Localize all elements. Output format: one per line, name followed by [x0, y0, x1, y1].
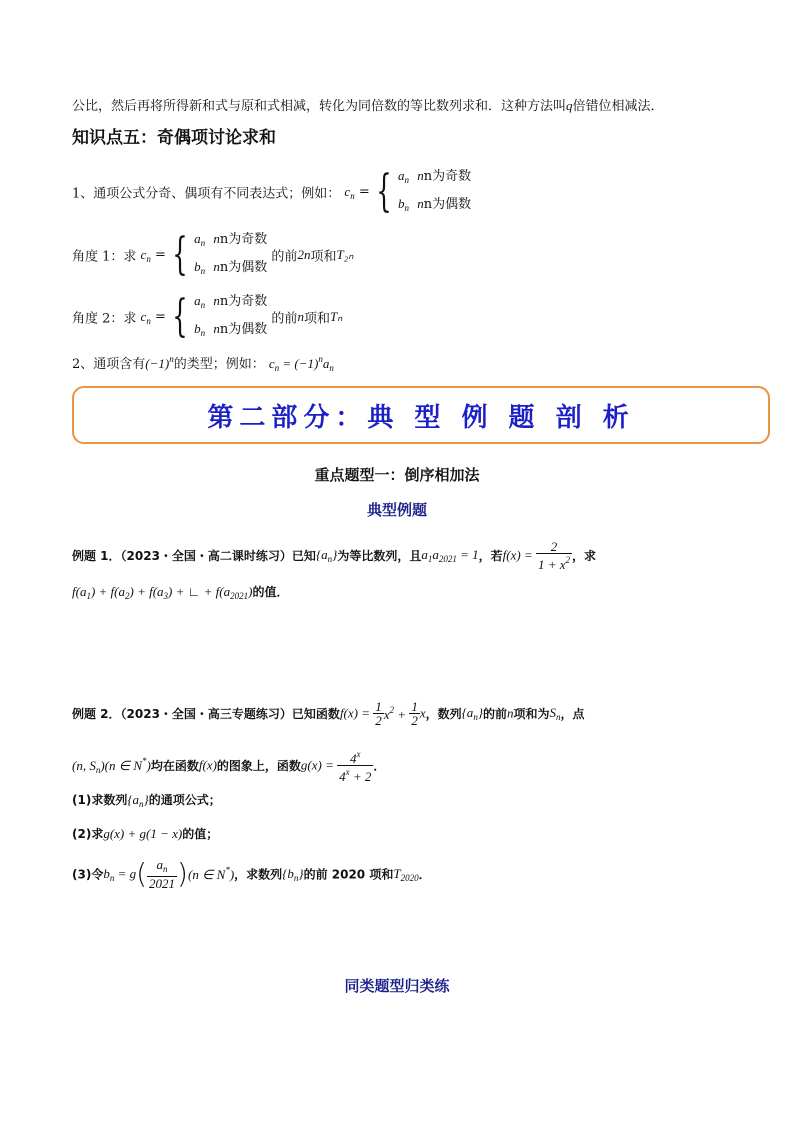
intro-line — [72, 95, 664, 114]
ex1-mid2: ，若 — [478, 549, 503, 563]
ex2-line2-a: 均在函数 — [150, 759, 199, 773]
ex2-q3: (3)令 — [72, 867, 104, 882]
typical-examples-title: 典型例题 — [366, 501, 427, 519]
example1-line2: $f(a_1) + f(a_2) + f(a_3)$ + ∟ + $f(a_{2021})$的值． — [72, 584, 289, 601]
case-even: n为偶数 — [219, 260, 268, 275]
item2-text-b: 的类型；例如： — [173, 357, 265, 372]
ex2-q3-tail: ，求数列 — [234, 867, 283, 882]
ex1-tail: ，求 — [572, 549, 597, 563]
ex2-q1: (1)求数列 — [72, 793, 128, 807]
ex2-q2-tail: 的值； — [182, 827, 219, 841]
intro-q: q — [566, 98, 573, 113]
ex2-q2: (2)求 — [72, 827, 104, 841]
example1-line1: 例题 1．（2023・全国・高二课时练习）已知$\{a_n\}$为等比数列，且$a_1a_{2021} = 1$，若f(x) = $\frac{2}{1 + x^2}$ ，求 — [72, 539, 597, 572]
example2-line1: 例题 2．（2023・全国・高三专题练习）已知函数f(x) = $\frac{1}{2}$ $x^2$ + $\frac{1}{2}$ x，数列$\{a_n\}$的前n项和为$S_n$，点 — [72, 699, 585, 728]
example2-q2: (2)求g(x) + g(1 − x)的值； — [72, 826, 219, 841]
angle2-T: Tₙ — [329, 309, 343, 324]
ex1-line2-tail: 的值． — [252, 585, 289, 599]
case-even: n为偶数 — [423, 197, 472, 212]
cases: $a_n$ nn为奇数 $b_n$ nn为偶数 — [194, 231, 268, 276]
cases: $a_n$ nn为奇数 $b_n$ nn为偶数 — [398, 168, 472, 213]
angle1: 角度 1：求 $c_n$ = { $a_n$ nn为奇数 $b_n$ nn为偶数 的前2n项和T₂ₙ — [72, 227, 353, 283]
intro-text: 公比，然后再将所得新和式与原和式相减，转化为同倍数的等比数列求和．这种方法叫 — [72, 99, 567, 114]
ex2-line2-b: 的图象上，函数 — [216, 759, 301, 773]
angle1-suffix-a: 的前 — [271, 249, 298, 265]
ex1-mid: 为等比数列，且 — [337, 549, 422, 563]
ex2-q3-tail2: 的前 2020 项和 — [303, 867, 394, 882]
example2-line2: (n, $S_n)(n$ ∈ N*)均在函数f(x)的图象上，函数g(x) = $\frac{4^x}{4^x + 2}$ ． — [72, 749, 386, 784]
ex2-mid4: ，点 — [560, 707, 585, 721]
ex1-label: 例题 1．（2023・全国・高二课时练习）已知 — [72, 549, 316, 563]
brace: { — [376, 166, 392, 217]
ex2-label: 例题 2．（2023・全国・高三专题练习）已知函数 — [72, 707, 340, 721]
item2-text-a: 2、通项含有 — [72, 357, 146, 372]
brace: { — [172, 291, 188, 342]
angle2-suffix-a: 的前 — [271, 311, 298, 327]
example2-q1: (1)求数列$\{a_n\}$的通项公式； — [72, 792, 221, 809]
angle1-T: T₂ₙ — [336, 247, 354, 262]
ex2-mid3: 项和为 — [513, 707, 550, 721]
cases: $a_n$ nn为奇数 $b_n$ nn为偶数 — [194, 293, 268, 338]
type1-title: 重点题型一：倒序相加法 — [314, 466, 480, 484]
item1-text: 1、通项公式分奇、偶项有不同表达式；例如： — [72, 186, 341, 202]
similar-practice-title: 同类题型归类练 — [344, 977, 450, 995]
angle2-suffix-b: 项和 — [303, 311, 330, 327]
item1: 1、通项公式分奇、偶项有不同表达式；例如： $c_n$ = { $a_n$ nn为奇数 $b_n$ nn为偶数 — [72, 164, 471, 220]
section-banner — [72, 386, 770, 444]
case-odd: n为奇数 — [423, 169, 472, 184]
ex2-mid2: 的前 — [483, 707, 508, 721]
ex2-q1-tail: 的通项公式； — [148, 793, 221, 807]
angle1-prefix: 角度 1：求 — [72, 249, 137, 265]
angle2-prefix: 角度 2：求 — [72, 311, 137, 327]
angle1-2n: 2n — [297, 247, 311, 262]
item2: 2、通项含有$(-1)^n$的类型；例如： $c_n = (-1)^na_n$ — [72, 354, 334, 373]
intro-tail: 倍错位相减法． — [572, 99, 664, 114]
kp5-title: 知识点五：奇偶项讨论求和 — [72, 128, 276, 148]
ex2-mid: ，数列 — [425, 707, 462, 721]
angle1-suffix-b: 项和 — [310, 249, 337, 265]
angle2: 角度 2：求 $c_n$ = { $a_n$ nn为奇数 $b_n$ nn为偶数 的前n项和Tₙ — [72, 289, 342, 345]
case-even: n为偶数 — [219, 322, 268, 337]
banner-title: 第二部分：典 型 例 题 剖 析 — [207, 402, 635, 433]
case-odd: n为奇数 — [219, 232, 268, 247]
example2-q3: (3)令$b_n = g$( $\frac{a_n}{2021}$ )(n ∈ N*)，求数列$\{b_n\}$的前 2020 项和$T_{2020}$． — [72, 857, 431, 891]
brace: { — [172, 229, 188, 280]
case-odd: n为奇数 — [219, 294, 268, 309]
angle2-n: n — [297, 309, 304, 324]
